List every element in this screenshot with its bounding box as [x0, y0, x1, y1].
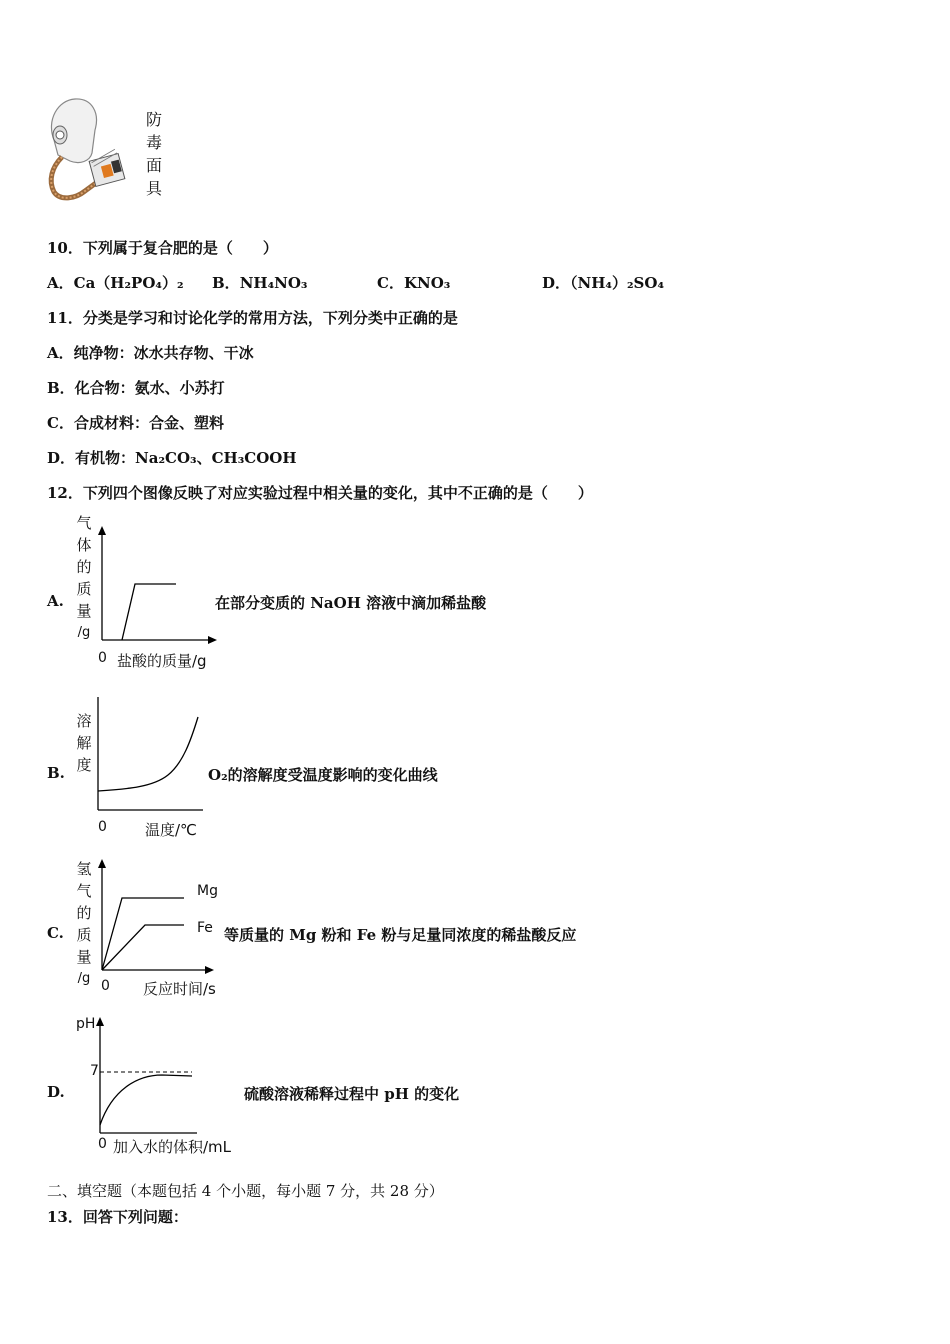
graph-d-plot [92, 1015, 202, 1140]
graph-c-plot [90, 858, 220, 978]
option-letter: C． [377, 274, 404, 292]
ylabel-char: 体 [76, 536, 92, 554]
graph-d-desc: 硫酸溶液稀释过程中 pH 的变化 [244, 1085, 460, 1103]
graph-d-ylabel: pH [76, 1016, 96, 1032]
graph-c-series-fe [102, 925, 184, 970]
ylabel-char: /g [77, 971, 91, 986]
caption-char: 毒 [145, 133, 162, 152]
graph-a-origin: 0 [98, 650, 107, 666]
q10-option-c[interactable] [377, 272, 450, 293]
ylabel-char: 度 [76, 756, 92, 774]
section-2-title: 二、填空题（本题包括 4 个小题，每小题 7 分，共 28 分） [47, 1182, 444, 1200]
caption-char: 防 [145, 110, 162, 129]
ylabel-char: 解 [76, 734, 92, 752]
graph-c-legend-fe: Fe [197, 920, 213, 936]
option-text: NH₄NO₃ [239, 274, 308, 292]
graph-b-desc: O₂的溶解度受温度影响的变化曲线 [208, 766, 438, 784]
graph-a-desc: 在部分变质的 NaOH 溶液中滴加稀盐酸 [215, 594, 487, 612]
option-letter: A． [47, 274, 74, 292]
graph-c-series-mg [102, 898, 184, 970]
q10-option-b[interactable] [212, 272, 308, 293]
ylabel-char: 量 [76, 602, 92, 620]
option-text: KNO₃ [403, 274, 451, 292]
graph-c-y-arrow [98, 859, 106, 868]
ylabel-char: 的 [76, 904, 92, 922]
graph-b-origin: 0 [98, 819, 107, 835]
graph-b-curve [98, 717, 198, 791]
caption-char: 具 [145, 179, 162, 198]
graph-c-x-arrow [205, 966, 214, 974]
option-text: （NH₄）₂SO₄ [570, 274, 665, 292]
caption-char: 面 [145, 156, 162, 175]
graph-c-origin: 0 [101, 978, 110, 994]
q10-option-a[interactable] [47, 272, 184, 293]
q12-option-a-letter[interactable]: A. [47, 592, 64, 610]
graph-a-y-arrow [98, 526, 106, 535]
graph-c-legend-mg: Mg [197, 883, 218, 899]
q11-option-b[interactable]: B．化合物：氨水、小苏打 [47, 379, 225, 397]
graph-d-xlabel: 加入水的体积/mL [113, 1138, 232, 1156]
graph-a-curve [122, 584, 176, 640]
q11-stem: 11．分类是学习和讨论化学的常用方法，下列分类中正确的是 [47, 309, 458, 327]
ylabel-char: 气 [76, 514, 92, 532]
ylabel-char: 溶 [76, 712, 92, 730]
graph-d-origin: 0 [98, 1136, 107, 1152]
graph-a-xlabel: 盐酸的质量/g [117, 652, 207, 670]
ylabel-char: 量 [76, 948, 92, 966]
ylabel-char: 质 [76, 580, 92, 598]
ylabel-char: 气 [76, 882, 92, 900]
graph-a-plot [90, 525, 220, 655]
q12-option-c-letter[interactable]: C. [47, 924, 64, 942]
gas-mask-caption [145, 108, 163, 200]
q12-option-b-letter[interactable]: B. [47, 764, 65, 782]
graph-b-plot [88, 695, 208, 820]
q11-option-a[interactable]: A．纯净物：冰水共存物、干冰 [47, 344, 254, 362]
graph-d-curve [100, 1075, 192, 1125]
ylabel-char: 质 [76, 926, 92, 944]
ylabel-char: 氢 [76, 860, 92, 878]
q11-option-c[interactable]: C．合成材料：合金、塑料 [47, 414, 224, 432]
graph-d-ytick: 7 [90, 1063, 99, 1079]
gas-mask-illustration [40, 95, 140, 205]
option-text: Ca（H₂PO₄）₂ [73, 274, 184, 292]
option-letter: D． [542, 274, 571, 292]
gas-mask-figure [40, 95, 140, 205]
q10-stem: 10．下列属于复合肥的是（ ） [47, 239, 278, 257]
graph-a-x-arrow [208, 636, 217, 644]
option-letter: B． [212, 274, 240, 292]
graph-b-xlabel: 温度/℃ [145, 821, 197, 839]
q12-stem: 12．下列四个图像反映了对应实验过程中相关量的变化，其中不正确的是（ ） [47, 484, 593, 502]
graph-c-desc: 等质量的 Mg 粉和 Fe 粉与足量同浓度的稀盐酸反应 [224, 926, 577, 944]
q13-stem: 13．回答下列问题： [47, 1208, 188, 1226]
ylabel-char: /g [77, 625, 91, 640]
ylabel-char: 的 [76, 558, 92, 576]
graph-c-xlabel: 反应时间/s [143, 980, 216, 998]
graph-d-y-arrow [96, 1017, 104, 1026]
q11-option-d[interactable]: D．有机物：Na₂CO₃、CH₃COOH [47, 449, 297, 467]
q10-option-d[interactable] [542, 272, 664, 293]
q12-option-d-letter[interactable]: D. [47, 1083, 65, 1101]
